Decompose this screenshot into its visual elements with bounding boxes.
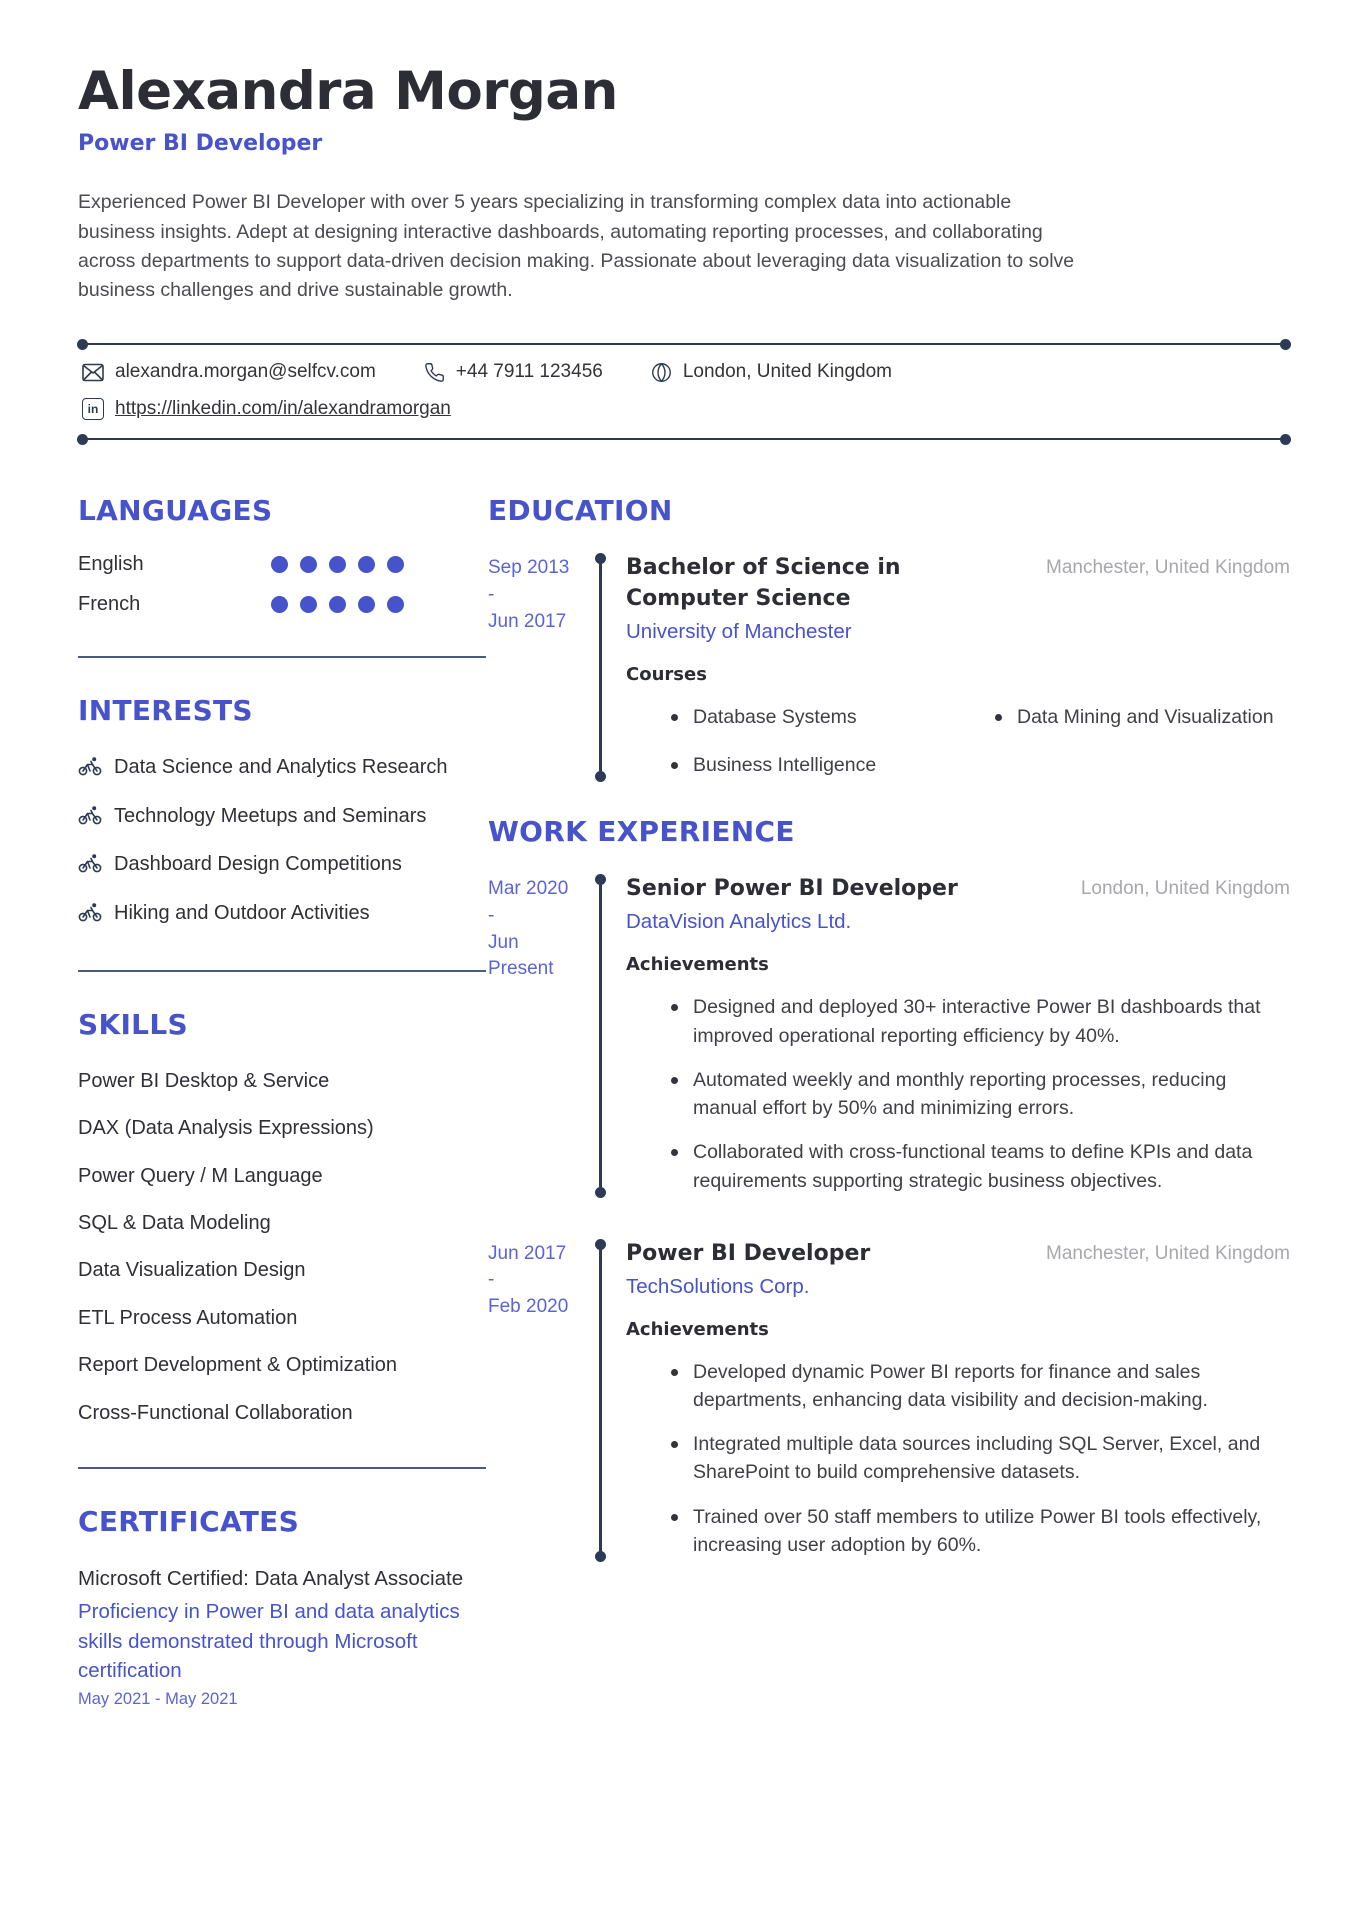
certificate-date-range: May 2021 - May 2021 [78,1689,238,1708]
contact-rows [78,345,1290,438]
globe-location-icon [651,362,672,383]
date-line: Jun [488,931,519,953]
work-entry-dates [488,1239,586,1559]
level-dot-icon [358,556,375,573]
contact-email-text: alexandra.morgan@selfcv.com [115,361,376,383]
interests-title: INTERESTS [78,694,253,728]
linkedin-icon: in [82,398,104,420]
level-dot-icon [329,556,346,573]
courses-label: Courses [626,663,707,685]
phone-icon [424,362,445,383]
divider-dot-icon [77,434,88,445]
education-location: Manchester, United Kingdom [1046,557,1290,579]
timeline [586,553,616,779]
interest-label: Technology Meetups and Seminars [114,804,427,827]
date-line: - [488,1269,495,1291]
profile-summary: Experienced Power BI Developer with over 5 years specializing in transforming complex data into actionable business insights. Adept at designing interactive dashboards, automating reporting processes, and collaborating across departments to support data-driven decision making. Passionate about leveraging data visualization to solve business challenges and drive sustainable growth. [78,191,1075,302]
skill-item: ETL Process Automation [78,1306,298,1329]
interest-item [78,753,486,784]
date-line: Feb 2020 [488,1296,569,1318]
course-item: Business Intelligence [668,751,966,779]
interest-item [78,802,486,833]
level-dot-icon [358,596,375,613]
job-role-title: Power BI Developer [626,1240,871,1266]
interest-item [78,899,486,930]
contact-divider-top [78,343,1290,345]
skill-item: SQL & Data Modeling [78,1212,271,1235]
skill-item: Report Development & Optimization [78,1354,398,1377]
achievement-item: Integrated multiple data sources including SQL Server, Excel, and SharePoint to build comprehensive datasets. [668,1430,1290,1487]
resume-header [78,62,1290,305]
courses-list [626,703,1290,780]
resume-body [78,494,1290,1709]
job-role-title: Senior Power BI Developer [626,876,958,902]
language-row [78,593,486,616]
education-entry-dates [488,553,586,779]
contact-phone-text: +44 7911 123456 [455,361,603,383]
course-item: Database Systems [668,703,966,731]
skill-item: Power Query / M Language [78,1164,323,1187]
contact-location-text: London, United Kingdom [682,361,892,383]
interest-label: Data Science and Analytics Research [114,756,448,779]
date-line: Sep 2013 [488,557,570,579]
timeline-line [599,883,602,1189]
language-row [78,553,486,576]
date-line: Jun 2017 [488,610,567,632]
interests-section [78,694,486,930]
company-name: DataVision Analytics Ltd. [626,910,852,934]
contact-section [78,343,1290,440]
email-icon [82,363,104,382]
skill-item: Data Visualization Design [78,1259,306,1282]
level-dot-icon [300,556,317,573]
date-line: Jun 2017 [488,1242,567,1264]
skills-list [78,1067,486,1427]
interests-list [78,753,486,930]
contact-linkedin [82,398,451,420]
sidebar-divider [78,656,486,658]
level-dot-icon [271,556,288,573]
language-level-dots [271,556,404,573]
achievement-item: Collaborated with cross-functional teams to define KPIs and data requirements supporting strategic business objectives. [668,1138,1290,1195]
skills-title: SKILLS [78,1007,188,1041]
education-entry [488,553,1290,779]
level-dot-icon [300,596,317,613]
achievement-item: Developed dynamic Power BI reports for finance and sales departments, enhancing data visibility and decision-making. [668,1358,1290,1415]
timeline-dot-icon [595,1551,606,1562]
certificates-title: CERTIFICATES [78,1505,300,1539]
certificates-section [78,1505,486,1709]
contact-divider-bottom [78,438,1290,440]
work-entry [488,874,1290,1194]
achievement-item: Automated weekly and monthly reporting processes, reducing manual effort by 50% and minimizing errors. [668,1066,1290,1123]
date-line: - [488,905,495,927]
contact-location [651,361,892,383]
skill-item: Power BI Desktop & Service [78,1069,330,1092]
level-dot-icon [271,596,288,613]
languages-list [78,553,486,616]
cyclist-icon [78,756,102,784]
skills-section [78,1008,486,1427]
languages-section [78,494,486,616]
date-line: Present [488,958,554,980]
left-sidebar [78,494,486,1709]
achievements-list [626,993,1290,1195]
work-experience-section [488,815,1290,1559]
sidebar-divider [78,1467,486,1469]
job-location: London, United Kingdom [1080,878,1290,900]
degree-title: Bachelor of Science in Computer Science [626,555,901,612]
education-entry-body [616,553,1290,779]
achievements-list [626,1358,1290,1560]
work-experience-title: WORK EXPERIENCE [488,815,795,849]
contact-row-primary [82,361,1286,383]
timeline-dot-icon [595,1187,606,1198]
cyclist-icon [78,805,102,833]
work-entry-body [616,1239,1290,1559]
person-name: Alexandra Morgan [78,61,618,122]
language-name: English [78,553,144,576]
language-level-dots [271,596,404,613]
timeline-line [599,1248,602,1554]
achievements-label: Achievements [626,954,769,976]
achievements-label: Achievements [626,1318,769,1340]
certificate-description: Proficiency in Power BI and data analytics skills demonstrated through Microsoft certification [78,1599,460,1683]
languages-title: LANGUAGES [78,494,273,528]
work-entry-head [626,874,1290,905]
contact-email [82,361,376,383]
timeline [586,1239,616,1559]
achievement-item: Designed and deployed 30+ interactive Power BI dashboards that improved operational reporting efficiency by 40%. [668,993,1290,1050]
level-dot-icon [329,596,346,613]
interest-item [78,850,486,881]
contact-phone [424,361,603,383]
work-entry-head [626,1239,1290,1270]
work-entry [488,1239,1290,1559]
cyclist-icon [78,902,102,930]
education-section [488,494,1290,779]
skill-item: Cross-Functional Collaboration [78,1401,353,1424]
skill-item: DAX (Data Analysis Expressions) [78,1117,374,1140]
date-line: - [488,583,495,605]
course-item: Data Mining and Visualization [992,703,1290,731]
job-location: Manchester, United Kingdom [1046,1242,1290,1264]
linkedin-link[interactable]: https://linkedin.com/in/alexandramorgan [115,398,451,420]
main-column [486,494,1290,1709]
level-dot-icon [387,556,404,573]
company-name: TechSolutions Corp. [626,1274,810,1298]
level-dot-icon [387,596,404,613]
divider-dot-icon [1280,434,1291,445]
certificates-list [78,1564,486,1709]
school-name: University of Manchester [626,619,852,643]
timeline [586,874,616,1194]
divider-dot-icon [77,339,88,350]
timeline-dot-icon [595,771,606,782]
person-job-title: Power BI Developer [78,131,323,157]
certificate-item [78,1564,486,1709]
education-entry-head [626,553,1290,615]
work-entry-dates [488,874,586,1194]
cyclist-icon [78,853,102,881]
language-name: French [78,593,141,616]
date-line: Mar 2020 [488,878,569,900]
education-title: EDUCATION [488,494,673,528]
certificate-name: Microsoft Certified: Data Analyst Associate [78,1567,464,1591]
interest-label: Dashboard Design Competitions [114,853,402,876]
timeline-line [599,562,602,774]
interest-label: Hiking and Outdoor Activities [114,901,370,924]
sidebar-divider [78,970,486,972]
achievement-item: Trained over 50 staff members to utilize Power BI tools effectively, increasing user adoption by 60%. [668,1503,1290,1560]
divider-dot-icon [1280,339,1291,350]
contact-row-secondary [82,398,1286,420]
work-entry-body [616,874,1290,1194]
